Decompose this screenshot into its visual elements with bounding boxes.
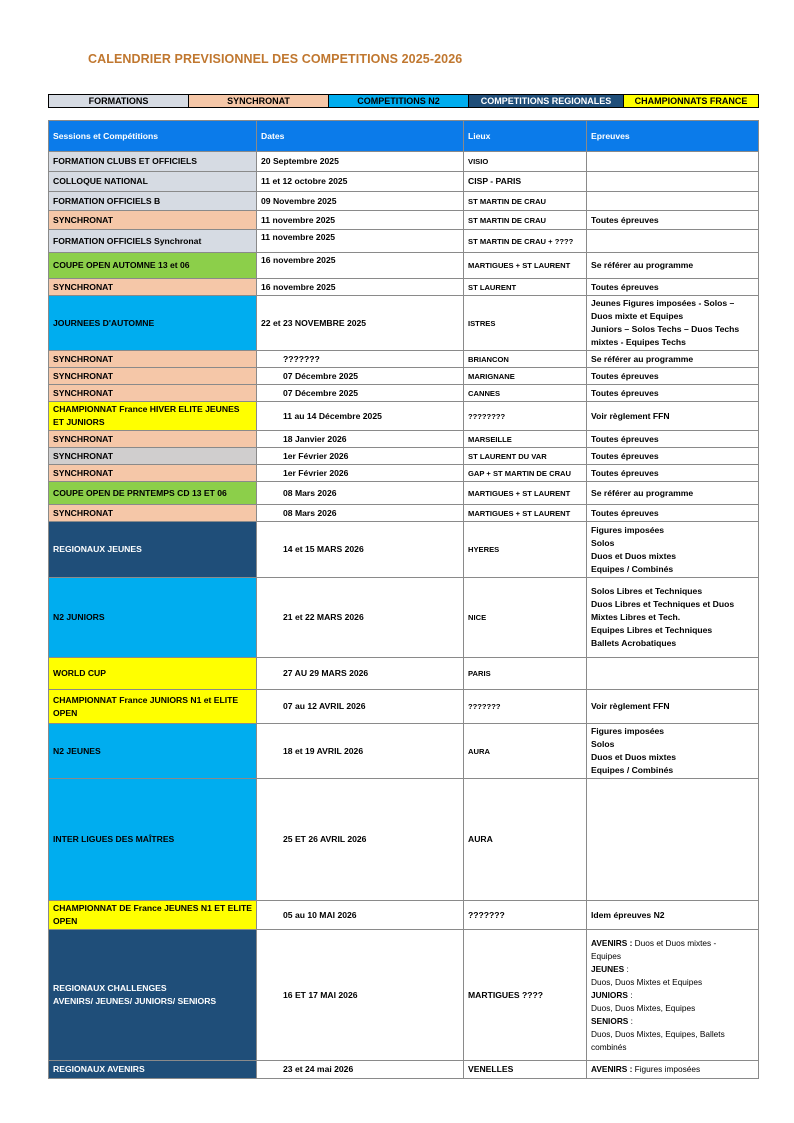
epreuve-line: Ballets Acrobatiques: [591, 638, 677, 648]
epreuve-detail: combinés: [591, 1041, 627, 1052]
event-name: [49, 253, 257, 279]
epreuve-detail: Duos, Duos Mixtes et Equipes: [591, 976, 703, 987]
event-name-text: FORMATION OFFICIELS Synchronat: [53, 235, 202, 246]
event-name-text: CHAMPIONNAT DE France JEUNES N1 ET ELITE OPEN: [53, 903, 252, 926]
epreuve-text: Toutes épreuves: [591, 467, 659, 478]
event-date: 27 AU 29 MARS 2026: [257, 658, 464, 690]
epreuve-category: AVENIRS :: [591, 1064, 633, 1074]
event-location: ????????: [464, 402, 587, 431]
event-name: [49, 402, 257, 431]
table-row: [49, 253, 759, 279]
event-name-text: N2 JUNIORS: [53, 612, 105, 622]
color-legend: [48, 94, 759, 108]
table-row: [49, 211, 759, 230]
epreuve-detail: Figures imposées: [632, 1064, 701, 1074]
table-row: [49, 930, 759, 1061]
legend-competitions-regionales: COMPETITIONS REGIONALES: [469, 95, 624, 108]
event-date: 16 novembre 2025: [257, 279, 464, 296]
epreuve-line: Duos Libres et Techniques et Duos: [591, 599, 735, 609]
event-epreuves: [587, 253, 759, 279]
event-date: 07 au 12 AVRIL 2026: [257, 690, 464, 724]
event-date: 21 et 22 MARS 2026: [257, 578, 464, 658]
event-date: 22 et 23 NOVEMBRE 2025: [257, 296, 464, 351]
epreuve-text: Idem épreuves N2: [591, 909, 665, 920]
event-epreuves: [587, 448, 759, 465]
event-location: NICE: [464, 578, 587, 658]
event-name-text: SYNCHRONAT: [53, 281, 113, 292]
event-location: AURA: [464, 779, 587, 901]
table-header-row: [49, 121, 759, 152]
epreuve-line: Solos Libres et Techniques: [591, 586, 703, 596]
epreuve-line: Juniors – Solos Techs – Duos Techs: [591, 324, 740, 334]
event-location: MARSEILLE: [464, 431, 587, 448]
event-epreuves: [587, 402, 759, 431]
event-date: 20 Septembre 2025: [257, 152, 464, 172]
event-name-text: COLLOQUE NATIONAL: [53, 176, 148, 186]
event-epreuves: [587, 901, 759, 930]
epreuve-detail: Duos et Duos mixtes -: [632, 937, 717, 948]
epreuve-detail: Duos, Duos Mixtes, Equipes: [591, 1002, 696, 1013]
table-row: [49, 402, 759, 431]
event-date: 16 ET 17 MAI 2026: [257, 930, 464, 1061]
legend-synchronat: SYNCHRONAT: [189, 95, 329, 108]
epreuve-line: Duos et Duos mixtes: [591, 550, 677, 561]
table-row: [49, 385, 759, 402]
epreuve-detail: :: [624, 963, 629, 974]
event-epreuves: [587, 351, 759, 368]
event-location: HYERES: [464, 522, 587, 578]
event-name-line: AVENIRS/ JEUNES/ JUNIORS/ SENIORS: [53, 996, 217, 1006]
event-date: 11 novembre 2025: [257, 230, 464, 253]
epreuve-line: Figures imposées: [591, 726, 665, 736]
table-row: [49, 724, 759, 779]
event-location: ST MARTIN DE CRAU: [464, 192, 587, 211]
table-row: [49, 658, 759, 690]
event-location: VENELLES: [464, 1061, 587, 1079]
event-date: 1er Février 2026: [257, 448, 464, 465]
event-date: 11 novembre 2025: [257, 211, 464, 230]
event-name-line: REGIONAUX CHALLENGES: [53, 983, 167, 993]
event-name: [49, 930, 257, 1061]
event-epreuves: [587, 279, 759, 296]
epreuve-line: Figures imposées: [591, 524, 665, 535]
table-row: [49, 522, 759, 578]
event-epreuves: [587, 172, 759, 192]
event-epreuves: [587, 578, 759, 658]
epreuve-line: Solos: [591, 739, 615, 749]
event-name-text: SYNCHRONAT: [53, 370, 113, 381]
event-location: PARIS: [464, 658, 587, 690]
table-row: [49, 901, 759, 930]
epreuve-category: AVENIRS :: [591, 937, 633, 948]
event-epreuves: [587, 482, 759, 505]
event-location: BRIANCON: [464, 351, 587, 368]
event-name-text: SYNCHRONAT: [53, 433, 113, 444]
event-epreuves: [587, 385, 759, 402]
event-name: [49, 448, 257, 465]
epreuve-text: Se référer au programme: [591, 260, 694, 270]
legend-championnats-france: CHAMPIONNATS FRANCE: [624, 95, 759, 108]
table-row: [49, 172, 759, 192]
header-lieux: Lieux: [464, 121, 587, 152]
event-name: [49, 351, 257, 368]
event-epreuves: [587, 779, 759, 901]
epreuve-category: JUNIORS: [591, 989, 628, 1000]
event-location: AURA: [464, 724, 587, 779]
event-date: 23 et 24 mai 2026: [257, 1061, 464, 1079]
event-name: [49, 192, 257, 211]
header-epreuves: Epreuves: [587, 121, 759, 152]
event-name-text: REGIONAUX AVENIRS: [53, 1064, 145, 1074]
event-location: MARTIGUES + ST LAURENT: [464, 505, 587, 522]
event-name: [49, 505, 257, 522]
epreuve-detail: Duos, Duos Mixtes, Equipes, Ballets: [591, 1028, 725, 1039]
page-title: CALENDRIER PREVISIONNEL DES COMPETITIONS 2025-2026: [88, 52, 463, 66]
event-name-text: SYNCHRONAT: [53, 353, 113, 364]
event-name: [49, 522, 257, 578]
event-name-text: COUPE OPEN AUTOMNE 13 et 06: [53, 260, 190, 270]
epreuve-line: Duos mixte et Equipes: [591, 311, 684, 321]
event-location: ISTRES: [464, 296, 587, 351]
event-name: [49, 211, 257, 230]
table-row: [49, 230, 759, 253]
table-row: [49, 192, 759, 211]
table-row: [49, 505, 759, 522]
event-date: 14 et 15 MARS 2026: [257, 522, 464, 578]
event-name: [49, 279, 257, 296]
event-name-text: SYNCHRONAT: [53, 387, 113, 398]
event-location: MARTIGUES + ST LAURENT: [464, 253, 587, 279]
event-name-text: FORMATION OFFICIELS B: [53, 195, 161, 206]
epreuve-line: Equipes / Combinés: [591, 563, 674, 574]
event-date: 08 Mars 2026: [257, 505, 464, 522]
event-epreuves: [587, 522, 759, 578]
event-epreuves: [587, 368, 759, 385]
event-epreuves: [587, 658, 759, 690]
event-name-text: SYNCHRONAT: [53, 507, 113, 518]
epreuve-text: Se référer au programme: [591, 353, 694, 364]
epreuve-text: Toutes épreuves: [591, 507, 659, 518]
event-date: 18 et 19 AVRIL 2026: [257, 724, 464, 779]
header-event: Sessions et Compétitions: [49, 121, 257, 152]
table-row: [49, 368, 759, 385]
epreuve-line: Jeunes Figures imposées - Solos –: [591, 298, 735, 308]
event-date: 1er Février 2026: [257, 465, 464, 482]
event-name-text: COUPE OPEN DE PRNTEMPS CD 13 ET 06: [53, 487, 227, 498]
event-name: [49, 152, 257, 172]
epreuve-category: JEUNES: [591, 963, 625, 974]
event-name: [49, 431, 257, 448]
event-epreuves: [587, 930, 759, 1061]
event-location: ???????: [464, 901, 587, 930]
event-date: 11 et 12 octobre 2025: [257, 172, 464, 192]
event-location: ST LAURENT: [464, 279, 587, 296]
event-epreuves: [587, 211, 759, 230]
event-location: ST MARTIN DE CRAU + ????: [464, 230, 587, 253]
table-row: [49, 465, 759, 482]
table-row: [49, 448, 759, 465]
header-dates: Dates: [257, 121, 464, 152]
event-name-text: SYNCHRONAT: [53, 450, 113, 461]
legend-formations: FORMATIONS: [49, 95, 189, 108]
event-date: 07 Décembre 2025: [257, 385, 464, 402]
legend-competitions-n2: COMPETITIONS N2: [329, 95, 469, 108]
event-location: CISP - PARIS: [464, 172, 587, 192]
epreuve-detail: :: [627, 989, 633, 1000]
epreuve-text: Toutes épreuves: [591, 370, 659, 381]
epreuve-text: Toutes épreuves: [591, 214, 659, 225]
event-epreuves: [587, 230, 759, 253]
event-name: [49, 368, 257, 385]
epreuve-text: Voir règlement FFN: [591, 701, 670, 711]
event-name: [49, 1061, 257, 1079]
event-epreuves: [587, 431, 759, 448]
event-epreuves: [587, 192, 759, 211]
event-epreuves: [587, 152, 759, 172]
event-location: MARTIGUES ????: [464, 930, 587, 1061]
event-date: 18 Janvier 2026: [257, 431, 464, 448]
event-location: CANNES: [464, 385, 587, 402]
event-epreuves: [587, 1061, 759, 1079]
event-epreuves: [587, 465, 759, 482]
event-name-text: REGIONAUX JEUNES: [53, 544, 142, 554]
epreuve-line: Mixtes Libres et Tech.: [591, 612, 681, 622]
epreuve-text: Toutes épreuves: [591, 433, 659, 444]
epreuve-detail: Equipes: [591, 950, 621, 961]
event-name-text: FORMATION CLUBS ET OFFICIELS: [53, 156, 198, 166]
event-date: 11 au 14 Décembre 2025: [257, 402, 464, 431]
epreuve-detail: :: [628, 1015, 633, 1026]
table-row: [49, 578, 759, 658]
epreuve-category: SENIORS: [591, 1015, 629, 1026]
event-location: ST MARTIN DE CRAU: [464, 211, 587, 230]
calendar-table: [48, 120, 759, 1079]
event-date: 09 Novembre 2025: [257, 192, 464, 211]
event-name: [49, 296, 257, 351]
event-location: MARIGNANE: [464, 368, 587, 385]
epreuve-text: Se référer au programme: [591, 487, 694, 498]
event-epreuves: [587, 690, 759, 724]
event-location: ???????: [464, 690, 587, 724]
event-date: 07 Décembre 2025: [257, 368, 464, 385]
epreuve-line: Duos et Duos mixtes: [591, 752, 677, 762]
epreuve-line: Solos: [591, 537, 615, 548]
event-epreuves: [587, 505, 759, 522]
epreuve-text: Voir règlement FFN: [591, 410, 670, 421]
epreuve-text: Toutes épreuves: [591, 450, 659, 461]
event-date: ???????: [257, 351, 464, 368]
event-name: [49, 779, 257, 901]
event-name-text: SYNCHRONAT: [53, 467, 113, 478]
table-row: [49, 296, 759, 351]
event-name: [49, 578, 257, 658]
event-date: 16 novembre 2025: [257, 253, 464, 279]
event-location: VISIO: [464, 152, 587, 172]
event-name: [49, 658, 257, 690]
table-row: [49, 279, 759, 296]
event-name: [49, 901, 257, 930]
event-name: [49, 465, 257, 482]
epreuve-line: Equipes Libres et Techniques: [591, 625, 713, 635]
event-location: GAP + ST MARTIN DE CRAU: [464, 465, 587, 482]
event-name: [49, 482, 257, 505]
event-location: ST LAURENT DU VAR: [464, 448, 587, 465]
event-name-text: CHAMPIONNAT France JUNIORS N1 et ELITE OPEN: [53, 694, 239, 718]
event-name-text: SYNCHRONAT: [53, 214, 113, 225]
epreuve-text: Toutes épreuves: [591, 281, 659, 292]
table-row: [49, 1061, 759, 1079]
event-name: [49, 385, 257, 402]
epreuve-line: Equipes / Combinés: [591, 765, 674, 775]
event-name: [49, 172, 257, 192]
table-row: [49, 152, 759, 172]
epreuve-line: mixtes - Equipes Techs: [591, 337, 686, 347]
table-row: [49, 482, 759, 505]
table-row: [49, 431, 759, 448]
event-name-text: INTER LIGUES DES MAÎTRES: [53, 834, 175, 844]
event-name-text: JOURNEES D'AUTOMNE: [53, 317, 155, 328]
table-row: [49, 779, 759, 901]
table-row: [49, 351, 759, 368]
event-location: MARTIGUES + ST LAURENT: [464, 482, 587, 505]
event-epreuves: [587, 724, 759, 779]
event-name: [49, 690, 257, 724]
event-name-text: CHAMPIONNAT France HIVER ELITE JEUNES ET JUNIORS: [53, 404, 240, 427]
event-name-text: N2 JEUNES: [53, 745, 101, 756]
table-row: [49, 690, 759, 724]
event-date: 25 ET 26 AVRIL 2026: [257, 779, 464, 901]
event-name-text: WORLD CUP: [53, 668, 106, 678]
epreuve-text: Toutes épreuves: [591, 387, 659, 398]
event-name: [49, 230, 257, 253]
event-epreuves: [587, 296, 759, 351]
event-date: 05 au 10 MAI 2026: [257, 901, 464, 930]
event-name: [49, 724, 257, 779]
event-date: 08 Mars 2026: [257, 482, 464, 505]
